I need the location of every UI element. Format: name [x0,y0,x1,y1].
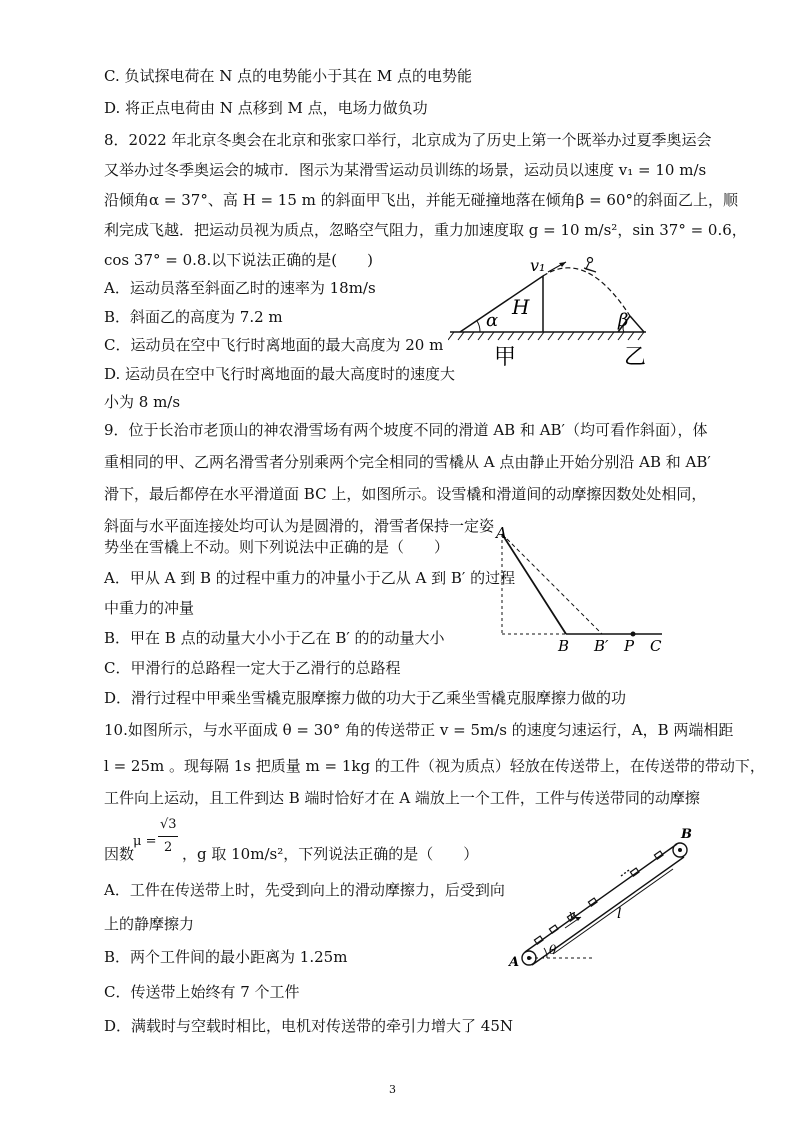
q8-fig-jia: 甲 [494,345,517,370]
q9-ski-slope-diagram [490,526,670,656]
q9-option-d: D．滑行过程中甲乘坐雪橇克服摩擦力做的功大于乙乘坐雪橇克服摩擦力做的功 [104,689,627,707]
q10-stem-line-3: 工件向上运动，且工件到达 B 端时恰好才在 A 端放上一个工件，工件与传送带同的动摩擦 [104,789,700,807]
q9-stem-line-3: 滑下，最后都停在水平滑道面 BC 上，如图所示。设雪橇和滑道间的动摩擦因数处处相同， [104,485,707,503]
q8-stem-line-2: 又举办过冬季奥运会的城市．图示为某滑雪运动员训练的场景，运动员以速度 v₁ = 10 m/s [104,161,707,179]
q8-stem-line-5: cos 37° = 0.8.以下说法正确的是( ) [104,251,373,269]
q9-fig-B: B [558,637,570,655]
q10-fig-B: B [681,827,692,842]
q8-fig-yi: 乙 [624,345,647,370]
q8-option-c: C．运动员在空中飞行时离地面的最大高度为 20 m [104,336,444,354]
q9-fig-Bprime: B′ [594,637,609,655]
q8-fig-v1: v₁ [530,256,546,275]
q10-stem-line-4a: 因数 [104,845,135,863]
q8-stem-line-1: 8．2022 年北京冬奥会在北京和张家口举行，北京成为了历史上第一个既举办过夏季奥运会 [104,131,712,149]
q10-option-a-line-1: A．工件在传送带上时，先受到向上的滑动摩擦力，后受到向 [104,881,505,899]
q8-stem-line-4: 利完成飞越．把运动员视为质点，忽略空气阻力，重力加速度取 g = 10 m/s²，sin 37° = 0.6， [104,221,747,239]
q10-option-b: B．两个工件间的最小距离为 1.25m [104,948,348,966]
q8-fig-beta: β [618,310,629,331]
q8-option-a: A．运动员落至斜面乙时的速率为 18m/s [104,279,376,297]
q7-option-c: C. 负试探电荷在 N 点的电势能小于其在 M 点的电势能 [104,67,473,85]
q10-option-c: C．传送带上始终有 7 个工件 [104,983,300,1001]
page-number: 3 [389,1083,396,1096]
q10-mu-denominator: 2 [164,840,173,855]
q10-option-d: D．满载时与空载时相比，电机对传送带的牵引力增大了 45N [104,1017,514,1035]
q10-fig-v: v [569,908,576,921]
q10-mu-lhs: μ = [133,834,157,849]
q10-fig-theta: θ [549,943,557,957]
q9-option-b: B．甲在 B 点的动量大小小于乙在 B′ 的的动量大小 [104,629,445,647]
q8-option-d-line-1: D. 运动员在空中飞行时离地面的最大高度时的速度大 [104,365,456,383]
q7-option-d: D. 将正点电荷由 N 点移到 M 点，电场力做负功 [104,99,428,117]
q10-stem-line-2: l = 25m 。现每隔 1s 把质量 m = 1kg 的工件（视为质点）轻放在传送带上，在传送带的带动下， [104,757,765,775]
q10-stem-line-4b: ，g 取 10m/s²，下列说法正确的是（ ） [182,845,479,863]
q8-stem-line-3: 沿倾角α = 37°、高 H = 15 m 的斜面甲飞出，并能无碰撞地落在倾角β = 60°的斜面乙上，顺 [104,191,738,209]
q8-fig-H: H [512,295,530,319]
q10-conveyor-diagram [505,820,705,980]
q8-fig-alpha: α [486,310,499,331]
q10-fig-l: l [617,906,622,922]
q8-option-b: B．斜面乙的高度为 7.2 m [104,308,283,326]
q9-option-a-line-2: 中重力的冲量 [104,599,195,617]
q8-option-d-line-2: 小为 8 m/s [104,393,181,411]
q10-mu-fraction-bar [158,836,178,837]
q8-slope-diagram [448,256,658,376]
q9-fig-A: A [496,526,507,542]
skier-icon [584,258,596,273]
q10-option-a-line-2: 上的静摩擦力 [104,915,195,933]
q9-option-a-line-1: A．甲从 A 到 B 的过程中重力的冲量小于乙从 A 到 B′ 的过程 [104,569,516,587]
q10-stem-line-1: 10.如图所示，与水平面成 θ = 30° 角的传送带正 v = 5m/s 的速度匀速运行，A，B 两端相距 [104,721,734,739]
q10-fig-A: A [509,955,520,970]
q9-fig-P: P [624,637,635,655]
q9-stem-line-2: 重相同的甲、乙两名滑雪者分别乘两个完全相同的雪橇从 A 点由静止开始分别沿 AB 和 AB′ [104,453,711,471]
q9-option-c: C．甲滑行的总路程一定大于乙滑行的总路程 [104,659,401,677]
q9-fig-C: C [650,637,662,655]
q9-stem-line-4: 斜面与水平面连接处均可认为是圆滑的，滑雪者保持一定姿 [104,517,495,535]
q9-stem-line-1: 9．位于长治市老顶山的神农滑雪场有两个坡度不同的滑道 AB 和 AB′（均可看作斜面），体 [104,421,708,439]
q10-mu-numerator: √3 [160,817,177,832]
q9-stem-line-5: 势坐在雪橇上不动。则下列说法中正确的是（ ） [104,538,450,556]
